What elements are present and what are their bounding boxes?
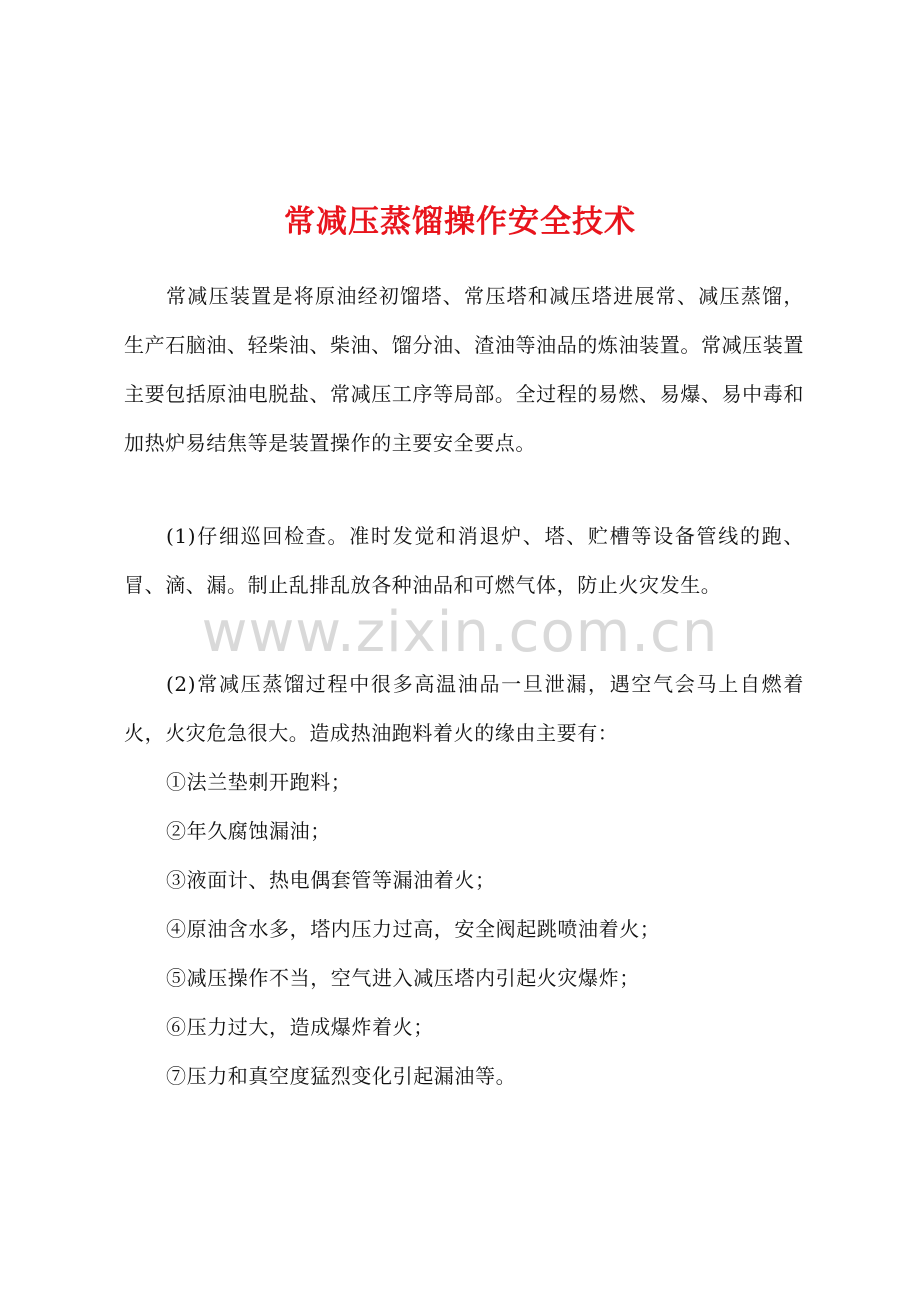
point-one-paragraph: (1)仔细巡回检查。准时发觉和消退炉、塔、贮槽等设备管线的跑、冒、滴、漏。制止乱排乱放各种油品和可燃气体，防止火灾发生。 (124, 524, 804, 597)
cause-item-5: ⑤减压操作不当，空气进入减压塔内引起火灾爆炸； (166, 966, 640, 990)
cause-item-1: ①法兰垫刺开跑料； (166, 770, 352, 794)
intro-paragraph: 常减压装置是将原油经初馏塔、常压塔和减压塔进展常、减压蒸馏，生产石脑油、轻柴油、柴油、馏分油、渣油等油品的炼油装置。常减压装置主要包括原油电脱盐、常减压工序等局部。全过程的易燃、易爆、易中毒和加热炉易结焦等是装置操作的主要安全要点。 (124, 284, 804, 455)
intro-section (124, 272, 804, 468)
cause-item-7: ⑦压力和真空度猛烈变化引起漏油等。 (166, 1064, 517, 1088)
cause-item-3: ③液面计、热电偶套管等漏油着火； (166, 868, 496, 892)
point-two-paragraph: (2)常减压蒸馏过程中很多高温油品一旦泄漏，遇空气会马上自燃着火，火灾危急很大。造成热油跑料着火的缘由主要有： (124, 672, 804, 745)
document-title: 常减压蒸馏操作安全技术 (284, 204, 636, 240)
point-one-section (124, 512, 804, 610)
cause-item-6: ⑥压力过大，造成爆炸着火； (166, 1015, 434, 1039)
cause-item-4: ④原油含水多，塔内压力过高，安全阀起跳喷油着火； (166, 917, 661, 941)
watermark: www.zixin.com.cn (201, 600, 719, 665)
cause-item-2: ②年久腐蚀漏油； (166, 819, 331, 843)
point-two-section (124, 660, 804, 1101)
